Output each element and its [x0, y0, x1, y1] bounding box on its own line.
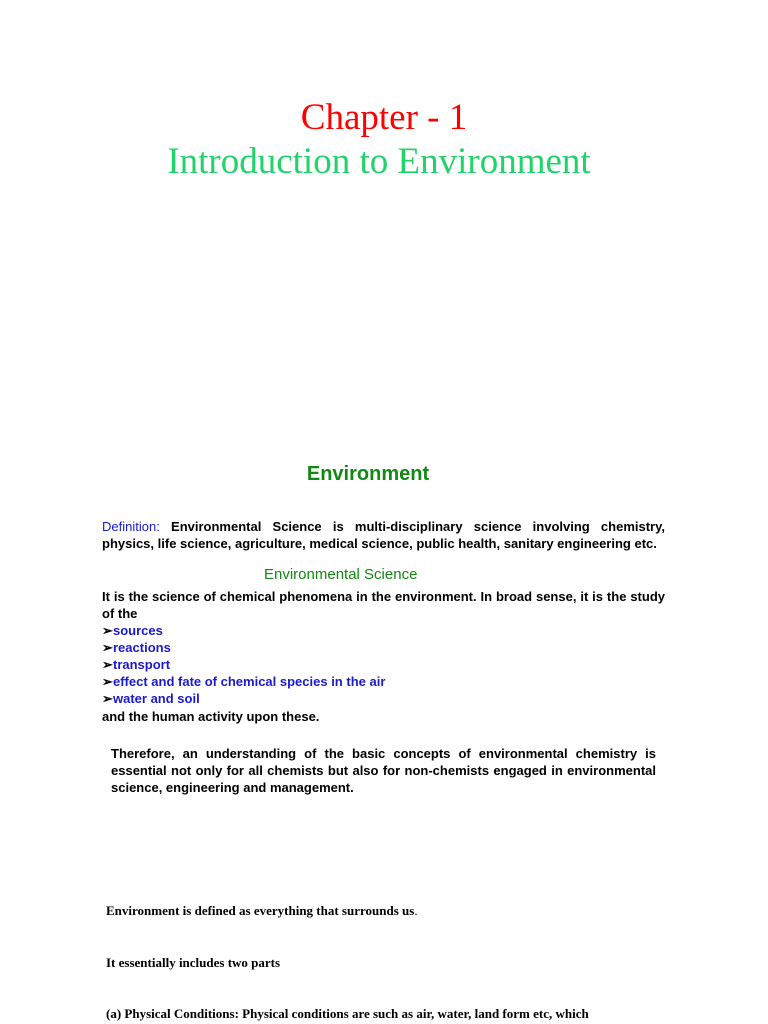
- intro-paragraph: It is the science of chemical phenomena in the environment. In broad sense, it is the study of the: [102, 589, 665, 621]
- definition-paragraph: [102, 518, 665, 552]
- section-heading-environment: Environment: [306, 463, 430, 485]
- list-item-label: effect and fate of chemical species in the air: [113, 674, 386, 689]
- list-item: [102, 639, 385, 656]
- study-bullet-list: [102, 622, 385, 707]
- arrow-bullet-icon: ➢: [102, 623, 113, 638]
- list-item-label: reactions: [113, 640, 171, 655]
- list-item: [102, 673, 385, 690]
- definition-label: Definition:: [102, 519, 160, 534]
- environment-defined-period: .: [414, 903, 418, 918]
- arrow-bullet-icon: ➢: [102, 657, 113, 672]
- human-activity-line: and the human activity upon these.: [102, 709, 320, 724]
- arrow-bullet-icon: ➢: [102, 640, 113, 655]
- list-item: [102, 690, 385, 707]
- list-item: [102, 656, 385, 673]
- list-item-label: sources: [113, 623, 163, 638]
- chapter-title: Introduction to Environment: [167, 141, 591, 182]
- environment-defined-paragraph: [106, 902, 666, 919]
- definition-text: Environmental Science is multi-disciplinary science involving chemistry, physics, life science, agriculture, medical science, public health, sanitary engineering etc.: [102, 519, 665, 551]
- list-item-label: transport: [113, 657, 171, 672]
- two-parts-paragraph: It essentially includes two parts: [106, 955, 281, 970]
- subheading-environmental-science: Environmental Science: [264, 566, 418, 583]
- arrow-bullet-icon: ➢: [102, 674, 113, 689]
- list-item-label: water and soil: [113, 691, 200, 706]
- environment-defined-text: Environment is defined as everything that surrounds us: [106, 903, 415, 918]
- arrow-bullet-icon: ➢: [102, 691, 113, 706]
- chapter-number: Chapter - 1: [300, 97, 468, 138]
- therefore-paragraph: Therefore, an understanding of the basic concepts of environmental chemistry is essential not only for all chemists but also for non-chemists engaged in environmental science, engineering and management.: [111, 746, 656, 795]
- list-item: [102, 622, 385, 639]
- physical-conditions-paragraph: (a) Physical Conditions: Physical conditions are such as air, water, land form etc, which: [106, 1006, 589, 1021]
